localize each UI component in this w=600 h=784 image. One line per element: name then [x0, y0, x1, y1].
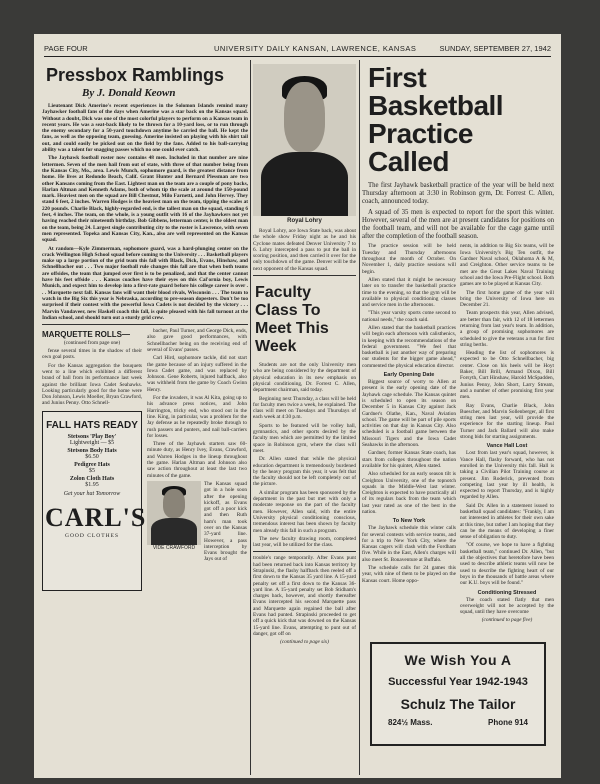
basketball-para: Lost from last year's squad, however, is Vance Hall, flashy forward, who has not enrolled in the University this fall. Hall is taking a Civilian Pilot Training course at present. Jim Roderick, prevented from competing last year by ill health, is expected to report Thursday, and is highly regarded by Allen. — [460, 450, 554, 501]
basketball-para: "This year varsity sports come second to national needs," the coach said. — [362, 310, 456, 323]
marquette-para: bacher, Paul Turner, and George Dick, ends, also gave good performances, with Schnellbacher being on the receiving end of several of Evans' passes. — [147, 328, 247, 353]
basketball-para: Said Dr. Allen in a statement issued to basketball squad candidates: "Frankly, I am not interested in athletes for their own sake at this time, but rather I am hoping that they can be the means of developing a finer sense of obligation to duty. — [460, 502, 554, 541]
ad-line: Successful Year 1942-1943 — [388, 676, 528, 688]
ad-line: Get your hat Tomorrow — [63, 490, 121, 497]
marquette-para: Carl Hird, sophomore tackle, did not start the game because of an injury suffered in the Iowa Cadet game, and was replaced by Johnson. Gene Roberts, injured halfback, also was withheld from the game by Coach Gwinn Henry. — [147, 355, 247, 393]
marquette-para: Three of the Jayhawk starters saw 60-minute duty, as Henry Ivey, Evans, Crawford, and Warren Hodges in the lineup throughout the game. Harlan Altman and Johnson also saw action throughout at least the last two minutes of the game. — [147, 441, 247, 479]
carls-ad — [42, 411, 147, 591]
pressbox-para: At random—Kyle Zimmerman, sophomore guard, was a hard-plunging center on the crack Wellington High School squad before coming to the University . . . Basketball players make up a large portion of the grid team this fall with Black, Dick, Evans, Hinshaw, and Schnellbacher out . . . Two major football rule changes this fall are that when both teams are offsides, the team that jumped over first is to be penalized, and that the center cannot have his feet offside . . . Kansas coaches have their eyes on this Cal'ornia boy, Lewis Munich, and expect him to develop into a first-rate guard before his college career is over . . . Marquette next fall. Kansas fans will want their blood rivals, Wisconsin . . . The team to watch in the Big Six this year is Nebraska, according to pre-season dopesters. Don't be too surprised if their contest with the powerful Iowa Cadets is not decided by the victory . . . Marvin Vandaveer, new Haskell coach this fall, is quite pleased with his fall turnout at the Indian school, and should turn out a sturdy grid crew. — [42, 245, 248, 321]
page-header — [34, 44, 561, 56]
masthead: UNIVERSITY DAILY KANSAN, LAWRENCE, KANSAS — [214, 44, 417, 53]
ad-phone: Phone 914 — [487, 718, 528, 727]
faculty-headline: Faculty Class To Meet This Week — [255, 284, 329, 356]
ad-line: $5 — [89, 467, 95, 474]
ad-line: We Wish You A — [404, 652, 512, 668]
trouble-para: trouble's range temporarily. After Evans punt had been returned back into Kansas territory by Strapinski, the flashy halfback then reeled off a first down to the Kansas 35 yard line. A 15-yard penalty set off a first down to the Kansas 36-yard line. A 15-yard penalty set Bob Stidham's charges back, however, and shortly thereafter Evans intercepted his second Marquette pass and Marquette again regained the ball after Evans had punted. Strapinski proceeded to get off a quick kick that was downed on the Kansas 15-yard line. Evans, attempting to punt out of danger, got off on — [253, 555, 356, 637]
basketball-para: Gardner, former Kansas State coach, has stars from colleges throughout the nation available for his quintet, Allen stated. — [362, 450, 456, 469]
divider — [253, 551, 356, 552]
basketball-para: The practice session will be held Tuesday and Thursday afternoons throughout the month of October. On November 1, daily practice sessions will begin. — [362, 243, 456, 275]
ad-brand-sub: GOOD CLOTHES — [64, 532, 119, 539]
pressbox-column — [42, 60, 248, 775]
divider — [42, 324, 248, 325]
photo-face — [163, 489, 185, 518]
middle-column — [253, 60, 356, 775]
column-rule — [250, 60, 251, 775]
basketball-headline: First Basketball Practice Called — [368, 62, 504, 177]
faculty-para: Sports to be featured will be volley ball, gymnastics, and other sports desired by the faculty men which are permitted by the limited space in Robinson gym, where the class will meet. — [253, 422, 356, 454]
ad-line: Lightweight — $5 — [69, 439, 115, 446]
basketball-col-b — [460, 243, 554, 623]
faculty-para: Beginning next Thursday, a class will be held for faculty men twice a week, he explained. The class will meet on Tuesdays and Thursdays of each week at 4:30 p.m. — [253, 395, 356, 421]
pressbox-byline: By J. Donald Keown — [82, 87, 176, 99]
marquette-para: For the Kansas aggregation the bouquets went to a line which exhibited a different brand of ball from its performance last week against the brilliant Iowa Cadet Seahawks. Looking particularly good for the home were Don Johnson, Lewis Moeller, Bryan Crawford, and Junius Penny. Otto Schnell- — [42, 362, 142, 407]
continued-note: (continued to page six) — [280, 639, 329, 646]
marquette-left — [42, 328, 147, 591]
ad-title: FALL HATS READY — [46, 419, 138, 431]
subhead: To New York — [392, 518, 426, 525]
crawford-photo — [147, 481, 201, 545]
subhead: Conditioning Stressed — [477, 589, 537, 596]
marquette-para: fense several times in the shadow of their own goal posts. — [42, 348, 142, 361]
faculty-para: Dr. Allen stated that while the physical education department is tremendously burdened by the heavy program this year, it was felt that the faculty should not be left completely out of the picture. — [253, 456, 356, 488]
basketball-para: Heading the list of sophomores is expected to be Otto Schnellbacher, big center. Close on his heels will be Hoyt Baker, Bill Brill, Armand Dixon, Bill Forsyth, Curt Hinshaw, Harold McSpadden, Junius Penny, John Short, Larry Stream, and a number of other promising first year men. — [460, 350, 554, 401]
basketball-para: The coach stated flatly that men overweight will not be accepted by the squad, until they have overcome — [460, 596, 554, 616]
photo-shirt — [261, 152, 348, 216]
basketball-body — [362, 243, 554, 623]
crawford-text — [204, 481, 247, 565]
faculty-para: A similar program has been sponsored by the department in the past but met with only a moderate response on the part of the faculty men. However, Allen said, with the entire University physical conditioning conscious, tremendous interest has been shown by faculty men already this fall in such a program. — [253, 489, 356, 534]
marquette-para: For the invaders, it was Al Kita, going up to his advance press notices, and John Harrington, tricky end, who stood out in the line. King, in particular, was a problem for the Jay defense as he repeatedly broke through to rush passers and punters, and nail ball-carriers for losses. — [147, 395, 247, 439]
pressbox-para: The Jayhawk football roster now contains 48 men. Included in that number are nine lettermen. Seven of the men hail from out of state, with three of that number being from the Kansas City, Mo., area. Lewis Munch, sophomore guard, is the greatest distance from home. He lives at Redondo Beach, Calif. Grant Hunter and Bernard Plessman are two other Kansans coming from the East. Lightest man on the team are a couple of pony backs, Harlan Altman and Kenneth Adams, both of whom tip the scale at around the 150-pound mark. Heaviest men on the squad are Bill Chestnut, Milo Farnetti, and John Hervey. They stand 6 feet, 2 inches. Warren Hodges is the heaviest man on the team, tipping the scales at 220 pounds. Charlie Black, highly-regarded end, is the tallest man on the squad, standing 6 feet, 4 inches. The team, on the whole, is a young outfit with 16 of the Jayhawkers not yet having reached their nineteenth birthday. Bob Gibbens, letterman center, is the oldest man on the team, being 24. Largest single contributing city to the roster is Lawrence, with seven men represented. Topeka and Kansas City, Kan., also are well represented on the Kansas squad. — [42, 155, 248, 244]
crawford-block — [147, 481, 247, 565]
basketball-para: The first home game of the year will bring the University of Iowa here on December 21. — [460, 289, 554, 309]
ad-line: $1.95 — [85, 481, 99, 488]
continued-note: (continued to page five) — [481, 617, 533, 624]
divider — [253, 275, 356, 276]
photo-shirt — [151, 518, 196, 545]
basketball-para: Allen stated that the basketball practices will begin each afternoon with calisthenics, in keeping with the recommendations of the federal government. "We feel that basketball is just another way of preparing our students for the bigger game ahead," commented the physical education director. — [362, 324, 456, 369]
marquette-section — [42, 328, 248, 591]
lohry-caption: Royal Lohry — [287, 218, 322, 224]
basketball-intro: The first Jayhawk basketball practice of the year will be held next Thursday afternoon at 3:30 in Robinson gym, Dr. Forrest C. Allen, coach, announced today. — [362, 182, 554, 206]
pressbox-body — [42, 103, 248, 321]
crawford-photo-wrap — [147, 481, 201, 565]
ad-contact — [372, 718, 544, 727]
faculty-para: The new faculty drawing room, completed last year, will be utilized for the class. — [253, 535, 356, 549]
page-date: SUNDAY, SEPTEMBER 27, 1942 — [439, 44, 551, 53]
ad-line: Stetsons Body Hats — [67, 447, 117, 454]
subhead: Vance Hall Lost — [486, 443, 528, 450]
lohry-para: Royal Lohry, ace Iowa State back, was about the whole show Friday night as he and his Cyclone mates defeated Denver University 7 to 6. Lohry intercepted a pass to put the ball in scoring position, and then carried it over for the only touchdown of the game. Denver will be the next opponent of the Kansas squad. — [253, 228, 356, 272]
ad-address: 824½ Mass. — [388, 718, 433, 727]
basketball-para: Biggest source of worry to Allen at present is the early opening date of the Jayhawk cage schedule. The Kansas quintet is scheduled to open its season on December 5 in Kansas City against Jack Gardner's Olathe, Kan., Naval Aviation school. The game will be part of pile sports activities on that day in Kansas City. Also scheduled is a football game between the Missouri Tigers and the Iowa Cadet Seahawks in the afternoon. — [362, 379, 456, 449]
schulz-ad — [370, 642, 546, 746]
page-number: PAGE FOUR — [44, 44, 88, 53]
basketball-para: The schedule calls for 24 games this year, with nine of them to be played on the Kansas court. Home oppo- — [362, 565, 456, 584]
basketball-para: Ray Evans, Charlie Black, John Buescher, and Marvin Sollenberger, all first string men last year, will provide the experience for the starting lineup. Paul Turner and Jack Ballard will also make strong bids for starting assignments. — [460, 402, 554, 441]
crawford-para: The Kansas squad got in a hole soon after the opening kickoff, as Evans got off a poor kick and then Ruth ham's man took over on the Kansas 37-yard line. However, a pass interception by Evans brought the Jays out of — [204, 480, 247, 563]
pressbox-headline: Pressbox Ramblings — [46, 65, 225, 85]
basketball-para: "Of course, we hope to have a fighting basketball team," continued Dr. Allen, "but all the objectives that heretofore have been used to describe athletic teams will now be used to describe the fighting heart of our boys in the thousands of battle areas where our K.U. boys will be found." — [460, 542, 554, 587]
crawford-caption: VIDE CRAWFORD — [152, 544, 196, 551]
basketball-col-a — [362, 243, 456, 623]
ad-line: Zolon Cloth Hats — [69, 475, 115, 482]
ad-line: $6.50 — [85, 453, 99, 460]
basketball-intro: A squad of 35 men is expected to report for the sport this winter. However, several of the men are at present candidates for positions on the football team, and will not be available for the cage game until after the completion of the football season. — [362, 208, 554, 241]
header-rule — [44, 56, 551, 57]
ad-line: Stetsons 'Play Boy' — [67, 433, 117, 440]
pressbox-para: Lieutenant Dick Amerine's recent experiences in the Solomon Islands remind many Jayhawker football fans of the days when Amerine was a star back on the Kansas squad. Without a doubt, Dick was one of the most colorful players to perform on a Kansas team in recent years. He was a seat-back likely to be thrown for a 10-yard loss, or to run through the enemy secondary for a 50-yard touchdown anytime he carried the ball. He kept the fans, as well as the opposing team, guessing. Amerine insisted on playing with his shirt tail out, and could easily be picked out on the field by the fans. Added to his ball-carrying ability was a talent for snagging passes which no one could ever catch. — [42, 103, 248, 154]
column-rule — [359, 60, 360, 775]
ad-line: Schulz The Tailor — [400, 696, 516, 712]
subhead: Early Opening Date — [383, 372, 435, 379]
newspaper-page — [34, 34, 561, 778]
marquette-right — [147, 328, 247, 591]
basketball-para: The Jayhawk schedule this winter calls for several contests with service teams, and for a trip to New York City, where the Kansas cagers will clash with the Fordham five. While in the East, Allen's charges will also meet St. Bonaventure at Buffalo. — [362, 525, 456, 563]
ad-brand: CARL'S — [45, 502, 147, 532]
lohry-photo — [253, 64, 356, 216]
photo-face — [284, 82, 325, 152]
ad-line: Pedigree Hats — [74, 461, 110, 468]
marquette-headline: MARQUETTE ROLLS— — [42, 330, 130, 340]
basketball-para: Allen stated that it might be necessary later on to transfer the basketball practice time to the evening, so that the gym will be available to physical conditioning classes and service men in the afternoons. — [362, 276, 456, 309]
faculty-para: Students are not the only University men who are being considered by the department of physical education in its new emphasis on physical conditioning, Dr. Forrest C. Allen, department chairman, said today. — [253, 362, 356, 394]
basketball-para: nents, in addition to Big Six teams, will be Iowa University's Big Ten outfit, the Gardner Naval school, Oklahoma A & M, and Creighton. Other service teams to be met are the Great Lakes Naval Training school and the Iowa Pre-Flight school. Both games are to be played at Kansas City. — [460, 243, 554, 288]
basketball-para: Also scheduled for an early season tilt is Creighton University, one of the topnotch squads in the Middle-West last winter. Creighton is expected to have practically all of its regulars back from the team which last year rated as one of the best in the nation. — [362, 471, 456, 515]
marquette-continued: (continued from page one) — [63, 340, 121, 347]
basketball-para: Team prospects this year, Allen advised, are better than fair, with 12 of 18 lettermen returning from last year's team. In addition, a group of promising sophomores are scheduled to give the veterans a run for first string berths. — [460, 310, 554, 348]
